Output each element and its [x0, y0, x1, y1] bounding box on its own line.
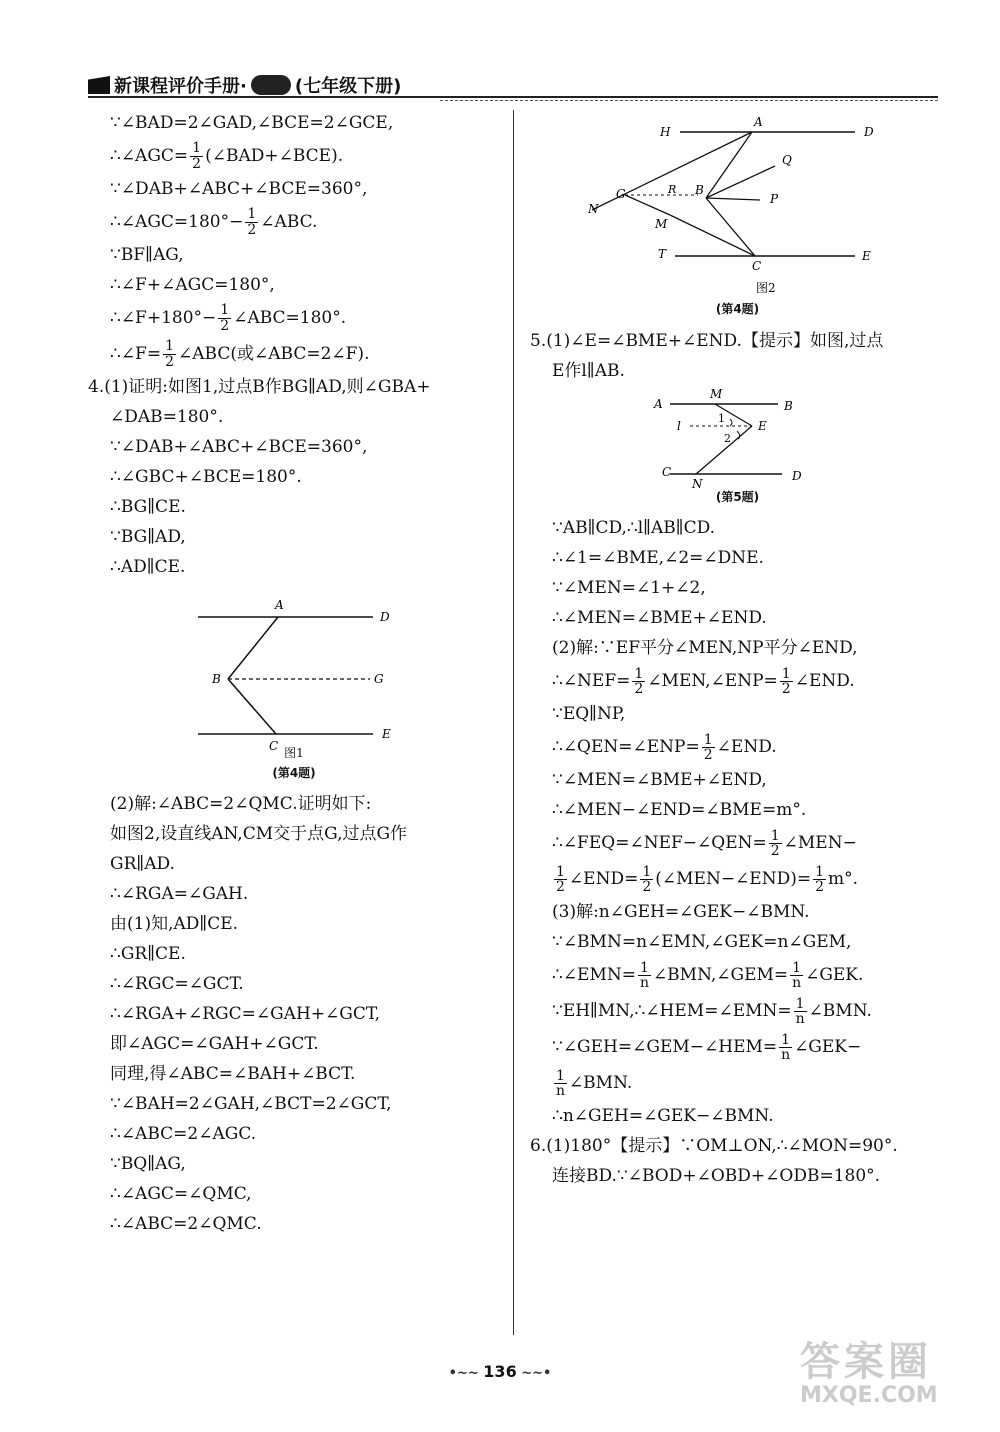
text-line: (2)解:∠ABC=2∠QMC.证明如下:	[110, 794, 372, 815]
page-number: 136	[483, 1362, 517, 1381]
text-line	[88, 204, 500, 240]
fraction-numerator: 1	[165, 338, 175, 355]
fraction-numerator: 1	[792, 959, 802, 976]
fraction-denominator: n	[792, 975, 802, 992]
fig3-label-E: E	[758, 418, 767, 433]
fraction-numerator: 1	[795, 995, 805, 1012]
fraction-denominator: 2	[642, 879, 652, 896]
header-title: 新课程评价手册·	[114, 76, 247, 97]
text-line	[530, 993, 945, 1029]
ornament-left-icon: •~~	[448, 1366, 484, 1381]
text-line	[530, 729, 945, 765]
fraction	[779, 1033, 792, 1063]
text-line: ∵∠DAB+∠ABC+∠BCE=360°,	[110, 437, 368, 457]
left-text-block-2	[88, 789, 500, 1239]
text-run: ∴∠EMN=	[552, 965, 636, 986]
column-divider	[513, 110, 514, 1335]
text-line: (3)解:n∠GEH=∠GEK−∠BMN.	[552, 902, 810, 923]
text-run: ∴∠NEF=	[552, 671, 631, 692]
fig3-label-N: N	[692, 476, 703, 491]
watermark	[800, 1330, 990, 1425]
fig1-name: 图1	[284, 746, 304, 760]
left-column	[88, 108, 500, 1239]
text-line: ∴∠ABC=2∠QMC.	[110, 1214, 262, 1235]
fraction	[790, 961, 803, 991]
fraction-numerator: 1	[703, 731, 713, 748]
fraction	[638, 961, 651, 991]
text-line: ∵∠BMN=n∠EMN,∠GEK=n∠GEM,	[552, 932, 852, 953]
text-line: ∵BG∥AD,	[110, 527, 186, 547]
fig2-name: 图2	[756, 281, 776, 295]
fraction	[794, 997, 807, 1027]
text-run: ∴∠F=	[110, 344, 162, 364]
fraction-numerator: 1	[634, 665, 644, 682]
fraction-denominator: 2	[634, 681, 644, 698]
caption-q4-fig1: (第4题)	[272, 765, 316, 780]
fraction-numerator: 1	[770, 827, 780, 844]
fig3-label-C: C	[662, 464, 672, 479]
text-run: (∠BAD+∠BCE).	[205, 146, 344, 166]
fig2-label-R: R	[668, 183, 677, 196]
ornament-right-icon: ~~•	[516, 1366, 552, 1381]
fraction-denominator: 2	[815, 879, 825, 896]
text-line: ∵AB∥CD,∴l∥AB∥CD.	[552, 518, 716, 539]
text-line: ∴GR∥CE.	[110, 944, 186, 965]
text-line: ∴AD∥CE.	[110, 557, 186, 577]
text-line: ∵BF∥AG,	[110, 245, 184, 265]
text-line: ∴∠1=∠BME,∠2=∠DNE.	[552, 548, 764, 569]
fraction	[702, 733, 715, 763]
text-line	[530, 825, 945, 861]
fraction-denominator: 2	[247, 222, 257, 238]
fraction-denominator: 2	[770, 843, 780, 860]
text-line: ∵∠DAB+∠ABC+∠BCE=360°,	[110, 179, 368, 199]
fraction-denominator: 2	[703, 747, 713, 764]
text-run: ∠END=	[568, 869, 639, 890]
text-line: ∵∠MEN=∠1+∠2,	[552, 578, 706, 599]
text-line	[88, 300, 500, 336]
text-run: ∠BMN,∠GEM=	[652, 965, 789, 986]
text-line: ∴∠MEN=∠BME+∠END.	[552, 608, 767, 629]
figure-3-svg	[530, 386, 945, 491]
text-run: ∴∠AGC=180°−	[110, 212, 244, 232]
fraction	[190, 141, 203, 171]
text-line: ∴BG∥CE.	[110, 497, 186, 517]
fraction-denominator: 2	[220, 318, 230, 334]
fraction-denominator: n	[781, 1047, 791, 1064]
fig1-label-C: C	[269, 739, 279, 753]
right-text-block-1	[530, 326, 945, 386]
text-run: m°.	[828, 869, 859, 890]
header-rule	[88, 96, 938, 98]
text-line: ∴n∠GEH=∠GEK−∠BMN.	[552, 1106, 774, 1127]
fraction-denominator: 2	[165, 354, 175, 370]
text-line: E作l∥AB.	[552, 360, 625, 381]
fig3-label-M: M	[710, 386, 723, 401]
text-run: ∠MEN−	[783, 833, 857, 854]
fraction-denominator: 2	[556, 879, 565, 896]
fraction	[640, 865, 653, 895]
text-run: ∴∠FEQ=∠NEF−∠QEN=	[552, 833, 767, 854]
fig1-label-G: G	[374, 672, 384, 686]
fraction	[813, 865, 826, 895]
text-line	[530, 957, 945, 993]
text-line: GR∥AD.	[110, 854, 175, 875]
fig3-label-D: D	[792, 468, 802, 483]
text-line: ∵∠BAD=2∠GAD,∠BCE=2∠GCE,	[110, 113, 394, 133]
fig2-label-Q: Q	[782, 153, 792, 167]
fraction-numerator: 1	[192, 140, 202, 157]
text-line: ∴∠MEN−∠END=∠BME=m°.	[552, 800, 807, 821]
fraction-denominator: n	[795, 1011, 805, 1028]
text-line: ∵∠MEN=∠BME+∠END,	[552, 770, 767, 791]
fraction-numerator: 1	[815, 863, 825, 880]
figure-2-svg	[530, 108, 945, 298]
text-line	[88, 138, 500, 174]
fraction	[554, 1069, 567, 1099]
fraction-denominator: 2	[781, 681, 791, 698]
fig2-label-P: P	[770, 192, 779, 206]
text-run: ∠ABC=180°.	[233, 308, 347, 328]
subject-logo-icon	[251, 75, 291, 95]
fraction-denominator: n	[555, 1083, 565, 1100]
text-run: ∠BMN.	[808, 1001, 872, 1022]
watermark-line2: MXQE.COM	[800, 1383, 938, 1408]
text-line: 即∠AGC=∠GAH+∠GCT.	[110, 1034, 319, 1055]
page-number-footer	[430, 1362, 570, 1381]
text-line	[530, 861, 945, 897]
fraction-numerator: 1	[781, 665, 791, 682]
fig2-label-G: G	[616, 187, 626, 201]
fraction-numerator: 1	[642, 863, 652, 880]
text-line: ∠DAB=180°.	[110, 407, 224, 427]
fraction-denominator: n	[639, 975, 649, 992]
fraction-numerator: 1	[556, 863, 565, 880]
fig2-label-B: B	[695, 183, 704, 197]
text-run: ∠ABC.	[260, 212, 318, 232]
text-line: 同理,得∠ABC=∠BAH+∠BCT.	[110, 1064, 356, 1085]
text-line: 由(1)知,AD∥CE.	[110, 914, 239, 935]
fraction	[632, 667, 645, 697]
text-line	[530, 1029, 945, 1065]
text-run: ∠END.	[794, 671, 855, 692]
text-line: ∵∠BAH=2∠GAH,∠BCT=2∠GCT,	[110, 1094, 392, 1115]
text-line: ∵BQ∥AG,	[110, 1154, 186, 1175]
right-column	[530, 108, 945, 1191]
text-line: ∵EQ∥NP,	[552, 704, 626, 725]
text-line: 如图2,设直线AN,CM交于点G,过点G作	[110, 824, 408, 845]
text-run: ∴∠AGC=	[110, 146, 189, 166]
fig2-label-T: T	[658, 247, 667, 261]
fraction-numerator: 1	[781, 1031, 791, 1048]
left-text-block-1	[88, 108, 500, 582]
fraction-numerator: 1	[556, 1067, 565, 1084]
fraction-numerator: 1	[247, 206, 257, 223]
figure-3	[530, 386, 945, 491]
text-line: ∴∠GBC+∠BCE=180°.	[110, 467, 302, 487]
text-line: ∴∠RGC=∠GCT.	[110, 974, 244, 995]
header-subject: (七年级下册)	[294, 76, 402, 97]
text-line	[530, 663, 945, 699]
fig2-label-N: N	[588, 202, 599, 216]
text-line: ∴∠F+∠AGC=180°,	[110, 275, 275, 295]
text-line: ∴∠RGA+∠RGC=∠GAH+∠GCT,	[110, 1004, 381, 1025]
text-line: 连接BD.∵∠BOD+∠OBD+∠ODB=180°.	[552, 1166, 881, 1187]
header-rule-dashed	[440, 100, 938, 101]
fig2-label-E: E	[862, 249, 871, 263]
fig2-label-C: C	[752, 259, 762, 273]
watermark-line1: 答案圈	[800, 1339, 932, 1385]
text-run: ∵EH∥MN,∴∠HEM=∠EMN=	[552, 1001, 792, 1022]
fig1-label-A: A	[275, 598, 284, 612]
fig3-label-1: 1	[718, 411, 725, 425]
text-line: 4.(1)证明:如图1,过点B作BG∥AD,则∠GBA+	[88, 377, 431, 397]
text-run: ∴∠F+180°−	[110, 308, 217, 328]
text-line: 6.(1)180°【提示】∵OM⊥ON,∴∠MON=90°.	[530, 1136, 898, 1157]
fraction	[769, 829, 782, 859]
text-run: ∠END.	[716, 737, 777, 758]
fig3-label-A: A	[654, 396, 663, 411]
text-line: 5.(1)∠E=∠BME+∠END.【提示】如图,过点	[530, 330, 884, 351]
fraction	[218, 303, 231, 333]
fig3-label-l: l	[677, 418, 681, 433]
fig2-label-D: D	[864, 125, 874, 139]
text-run: ∠GEK−	[794, 1037, 862, 1058]
fig1-label-B: B	[212, 672, 221, 686]
fraction	[163, 339, 176, 369]
caption-q4-fig2: (第4题)	[715, 302, 760, 316]
fraction-numerator: 1	[220, 302, 230, 319]
book-logo-icon	[88, 76, 110, 94]
text-line: (2)解:∵EF平分∠MEN,NP平分∠END,	[552, 638, 858, 659]
caption-q5: (第5题)	[715, 489, 760, 504]
text-run: ∵∠GEH=∠GEM−∠HEM=	[552, 1037, 778, 1058]
text-run: ∠GEK.	[805, 965, 864, 986]
fig2-label-A: A	[754, 115, 763, 129]
text-line: ∴∠RGA=∠GAH.	[110, 884, 249, 905]
text-run: ∠BMN.	[568, 1073, 633, 1094]
text-line: ∴∠ABC=2∠AGC.	[110, 1124, 257, 1145]
fraction	[554, 865, 567, 895]
fig2-label-M: M	[655, 217, 668, 231]
text-run: ∠MEN,∠ENP=	[647, 671, 778, 692]
text-line	[530, 1065, 945, 1101]
fraction	[245, 207, 258, 237]
right-text-block-2	[530, 513, 945, 1191]
text-run: (∠MEN−∠END)=	[655, 869, 812, 890]
text-run: ∴∠QEN=∠ENP=	[552, 737, 700, 758]
fraction-numerator: 1	[640, 959, 649, 976]
fig3-label-B: B	[784, 398, 793, 413]
text-run: ∠ABC(或∠ABC=2∠F).	[178, 344, 370, 364]
fig1-label-D: D	[380, 610, 390, 624]
fig3-label-2: 2	[724, 431, 731, 445]
fraction-denominator: 2	[192, 156, 202, 172]
fig2-label-H: H	[660, 125, 671, 139]
figure-1	[88, 582, 500, 762]
text-line	[88, 336, 500, 372]
text-line: ∴∠AGC=∠QMC,	[110, 1184, 252, 1205]
figure-2	[530, 108, 945, 298]
fraction	[780, 667, 793, 697]
fig1-label-E: E	[382, 727, 391, 741]
